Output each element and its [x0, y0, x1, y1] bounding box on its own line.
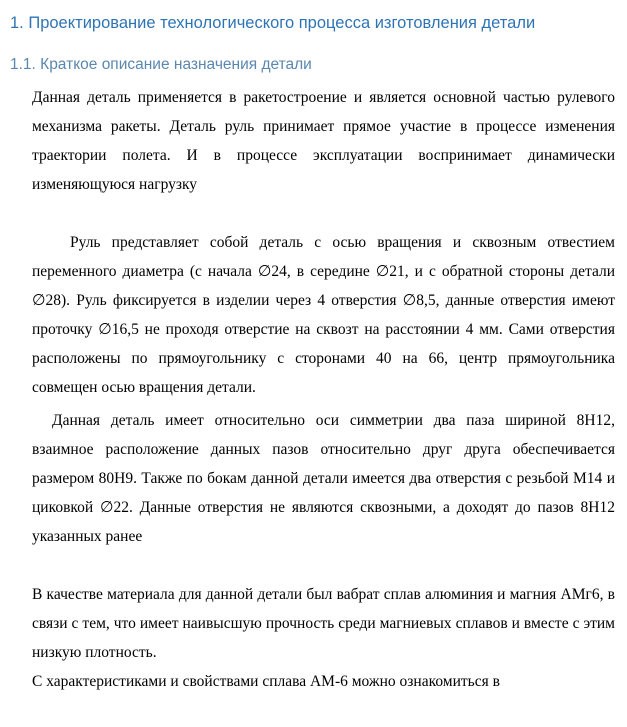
paragraph-slots-holes: Данная деталь имеет относительно оси симметрии два паза шириной 8H12, взаимное расположение данных пазов относительно друг друга обеспечивается размером 80H9. Также по бокам данной детали имеется два отверстия с резьбой М14 и циковкой ∅22. Данные отверстия не являются сквозными, а доходят до пазов 8H12 указанных ранее: [32, 412, 615, 545]
paragraph-partial-clipped: С характеристиками и свойствами сплава АМ-6 можно ознакомиться в: [32, 673, 500, 690]
heading-level-1: 1. Проектирование технологического процесса изготовления детали: [10, 14, 536, 32]
paragraph-rudder-description: Руль представляет собой деталь с осью вращения и сквозным отвестием переменного диаметра (с начала ∅24, в середине ∅21, и с обратной стороны детали ∅28). Руль фиксируется в изделии через 4 отверстия ∅8,5, данные отверстия имеют проточку ∅16,5 не проходя отверстие на сквозт на расстоянии 4 мм. Сами отверстия расположены по прямоугольнику с сторонами 40 на 66, центр прямоугольника совмещен осью вращения детали.: [32, 234, 615, 396]
paragraph-material: В качестве материала для данной детали был вабрат сплав алюминия и магния АМг6, в связи с тем, что имеет наивысшую прочность среди магниевых сплавов и вместе с этим низкую плотность.: [32, 586, 615, 661]
paragraph-purpose-intro: Данная деталь применяется в ракетостроение и является основной частью рулевого механизма ракеты. Деталь руль принимает прямое участие в процессе изменения траектории полета. И в процессе эксплуатации воспринимает динамически изменяющуюся нагрузку: [32, 89, 615, 193]
heading-level-2: 1.1. Краткое описание назначения детали: [10, 56, 312, 73]
